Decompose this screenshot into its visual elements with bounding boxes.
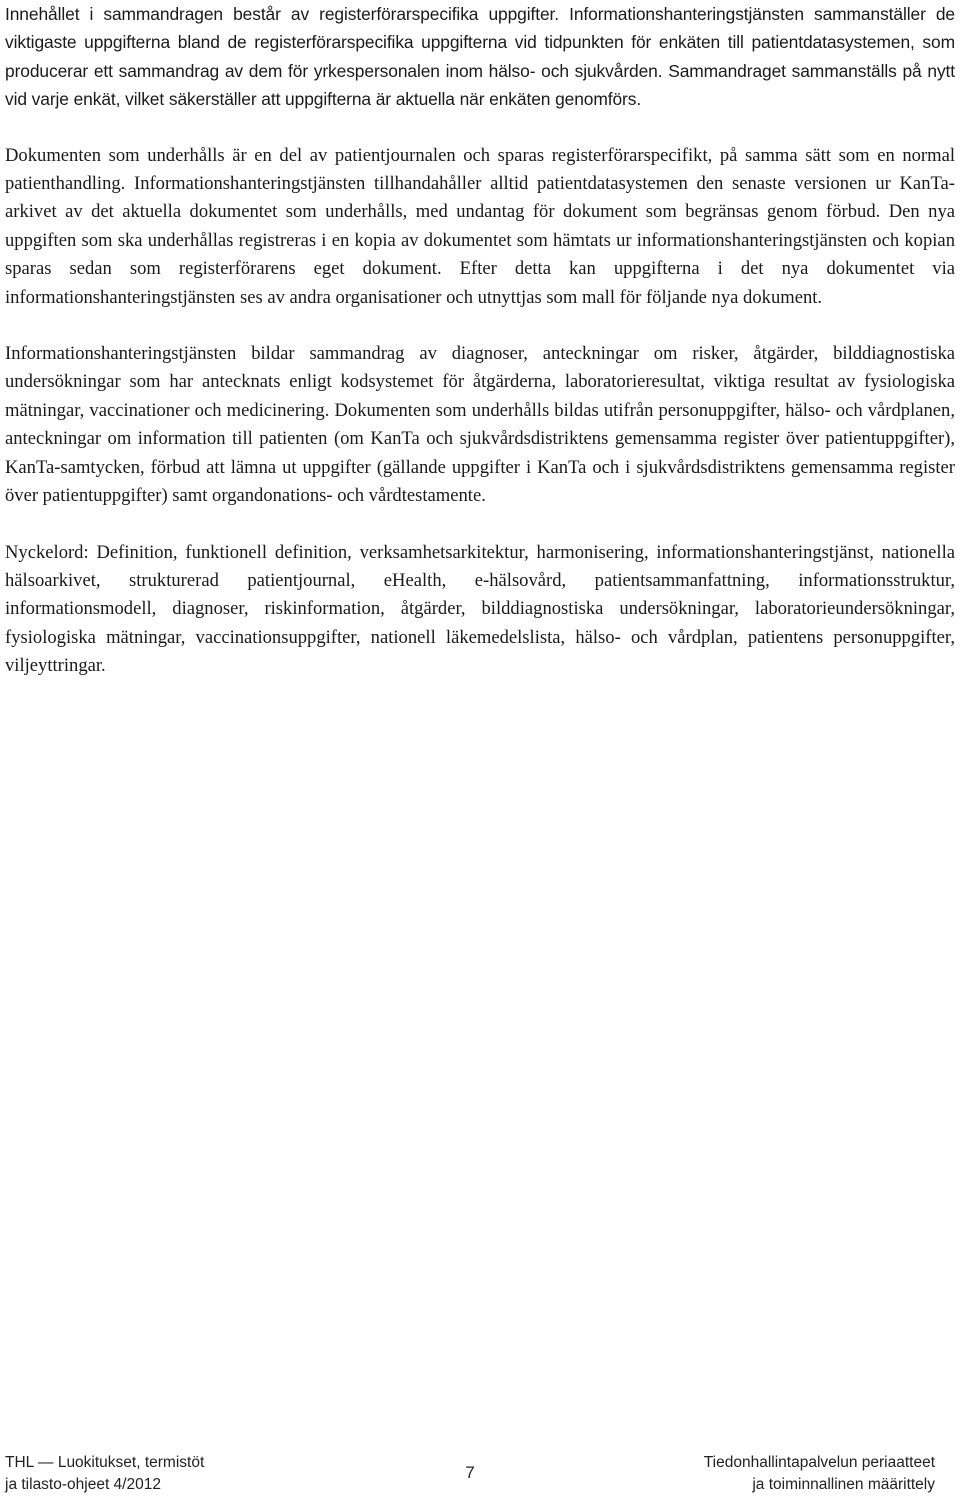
page-number: 7 bbox=[465, 1463, 475, 1482]
paragraph-keywords: Nyckelord: Definition, funktionell definition, verksamhetsarkitektur, harmonisering, informationshanteringstjänst, nationella hälsoarkivet, strukturerad patientjournal, eHealth, e-hälsovård, patientsammanfattning, informationsstruktur, informationsmodell, diagnoser, riskinformation, åtgärder, bilddiagnostiska undersökningar, laboratorieundersökningar, fysiologiska mätningar, vaccinationsuppgifter, nationell läkemedelslista, hälso- och vårdplan, patientens personuppgifter, viljeyttringar. bbox=[5, 541, 955, 677]
page-footer bbox=[0, 1452, 960, 1496]
footer-title-line-2: ja toiminnallinen määrittely bbox=[752, 1476, 935, 1493]
document-body bbox=[5, 0, 955, 681]
footer-publication-line-2: ja tilasto-ohjeet 4/2012 bbox=[5, 1476, 161, 1493]
footer-title-line-1: Tiedonhallintapalvelun periaatteet bbox=[703, 1454, 935, 1471]
footer-publication-line-1: THL — Luokitukset, termistöt bbox=[5, 1454, 205, 1471]
footer-document-title bbox=[704, 1452, 935, 1496]
paragraph-summaries-formed: Informationshanteringstjänsten bildar sammandrag av diagnoser, anteckningar om risker, åtgärder, bilddiagnostiska undersökningar som har antecknats enligt kodsystemet för åtgärderna, laboratorieresultat, viktiga resultat av fysiologiska mätningar, vaccinationer och medicinering. Dokumenten som underhålls bildas utifrån personuppgifter, hälso- och vårdplanen, anteckningar om information till patienten (om KanTa och sjukvårdsdistriktens gemensamma register över patientuppgifter), KanTa-samtycken, förbud att lämna ut uppgifter (gällande uppgifter i KanTa och i sjukvårdsdistriktens gemensamma register över patientuppgifter) samt organdonations- och vårdtestamente. bbox=[5, 343, 955, 507]
paragraph-summary-content: Innehållet i sammandragen består av registerförarspecifika uppgifter. Informationshanteringstjänsten sammanställer de viktigaste uppgifterna bland de registerförarspecifika uppgifterna vid tidpunkten för enkäten till patientdatasystemen, som producerar ett sammandrag av dem för yrkespersonalen inom hälso- och sjukvården. Sammandraget sammanställs på nytt vid varje enkät, vilket säkerställer att uppgifterna är aktuella när enkäten genomförs. bbox=[5, 4, 955, 110]
paragraph-maintained-documents: Dokumenten som underhålls är en del av patientjournalen och sparas registerförarspecifikt, på samma sätt som en normal patienthandling. Informationshanteringstjänsten tillhandahåller alltid patientdatasystemen den senaste versionen ur KanTa-arkivet av det aktuella dokumentet som underhålls, med undantag för dokument som begränsas genom förbud. Den nya uppgiften som ska underhållas registreras i en kopia av dokumentet som hämtats ur informationshanteringstjänsten och kopian sparas sedan som registerförarens eget dokument. Efter detta kan uppgifterna i det nya dokumentet via informationshanteringstjänsten ses av andra organisationer och utnyttjas som mall för följande nya dokument. bbox=[5, 144, 955, 308]
